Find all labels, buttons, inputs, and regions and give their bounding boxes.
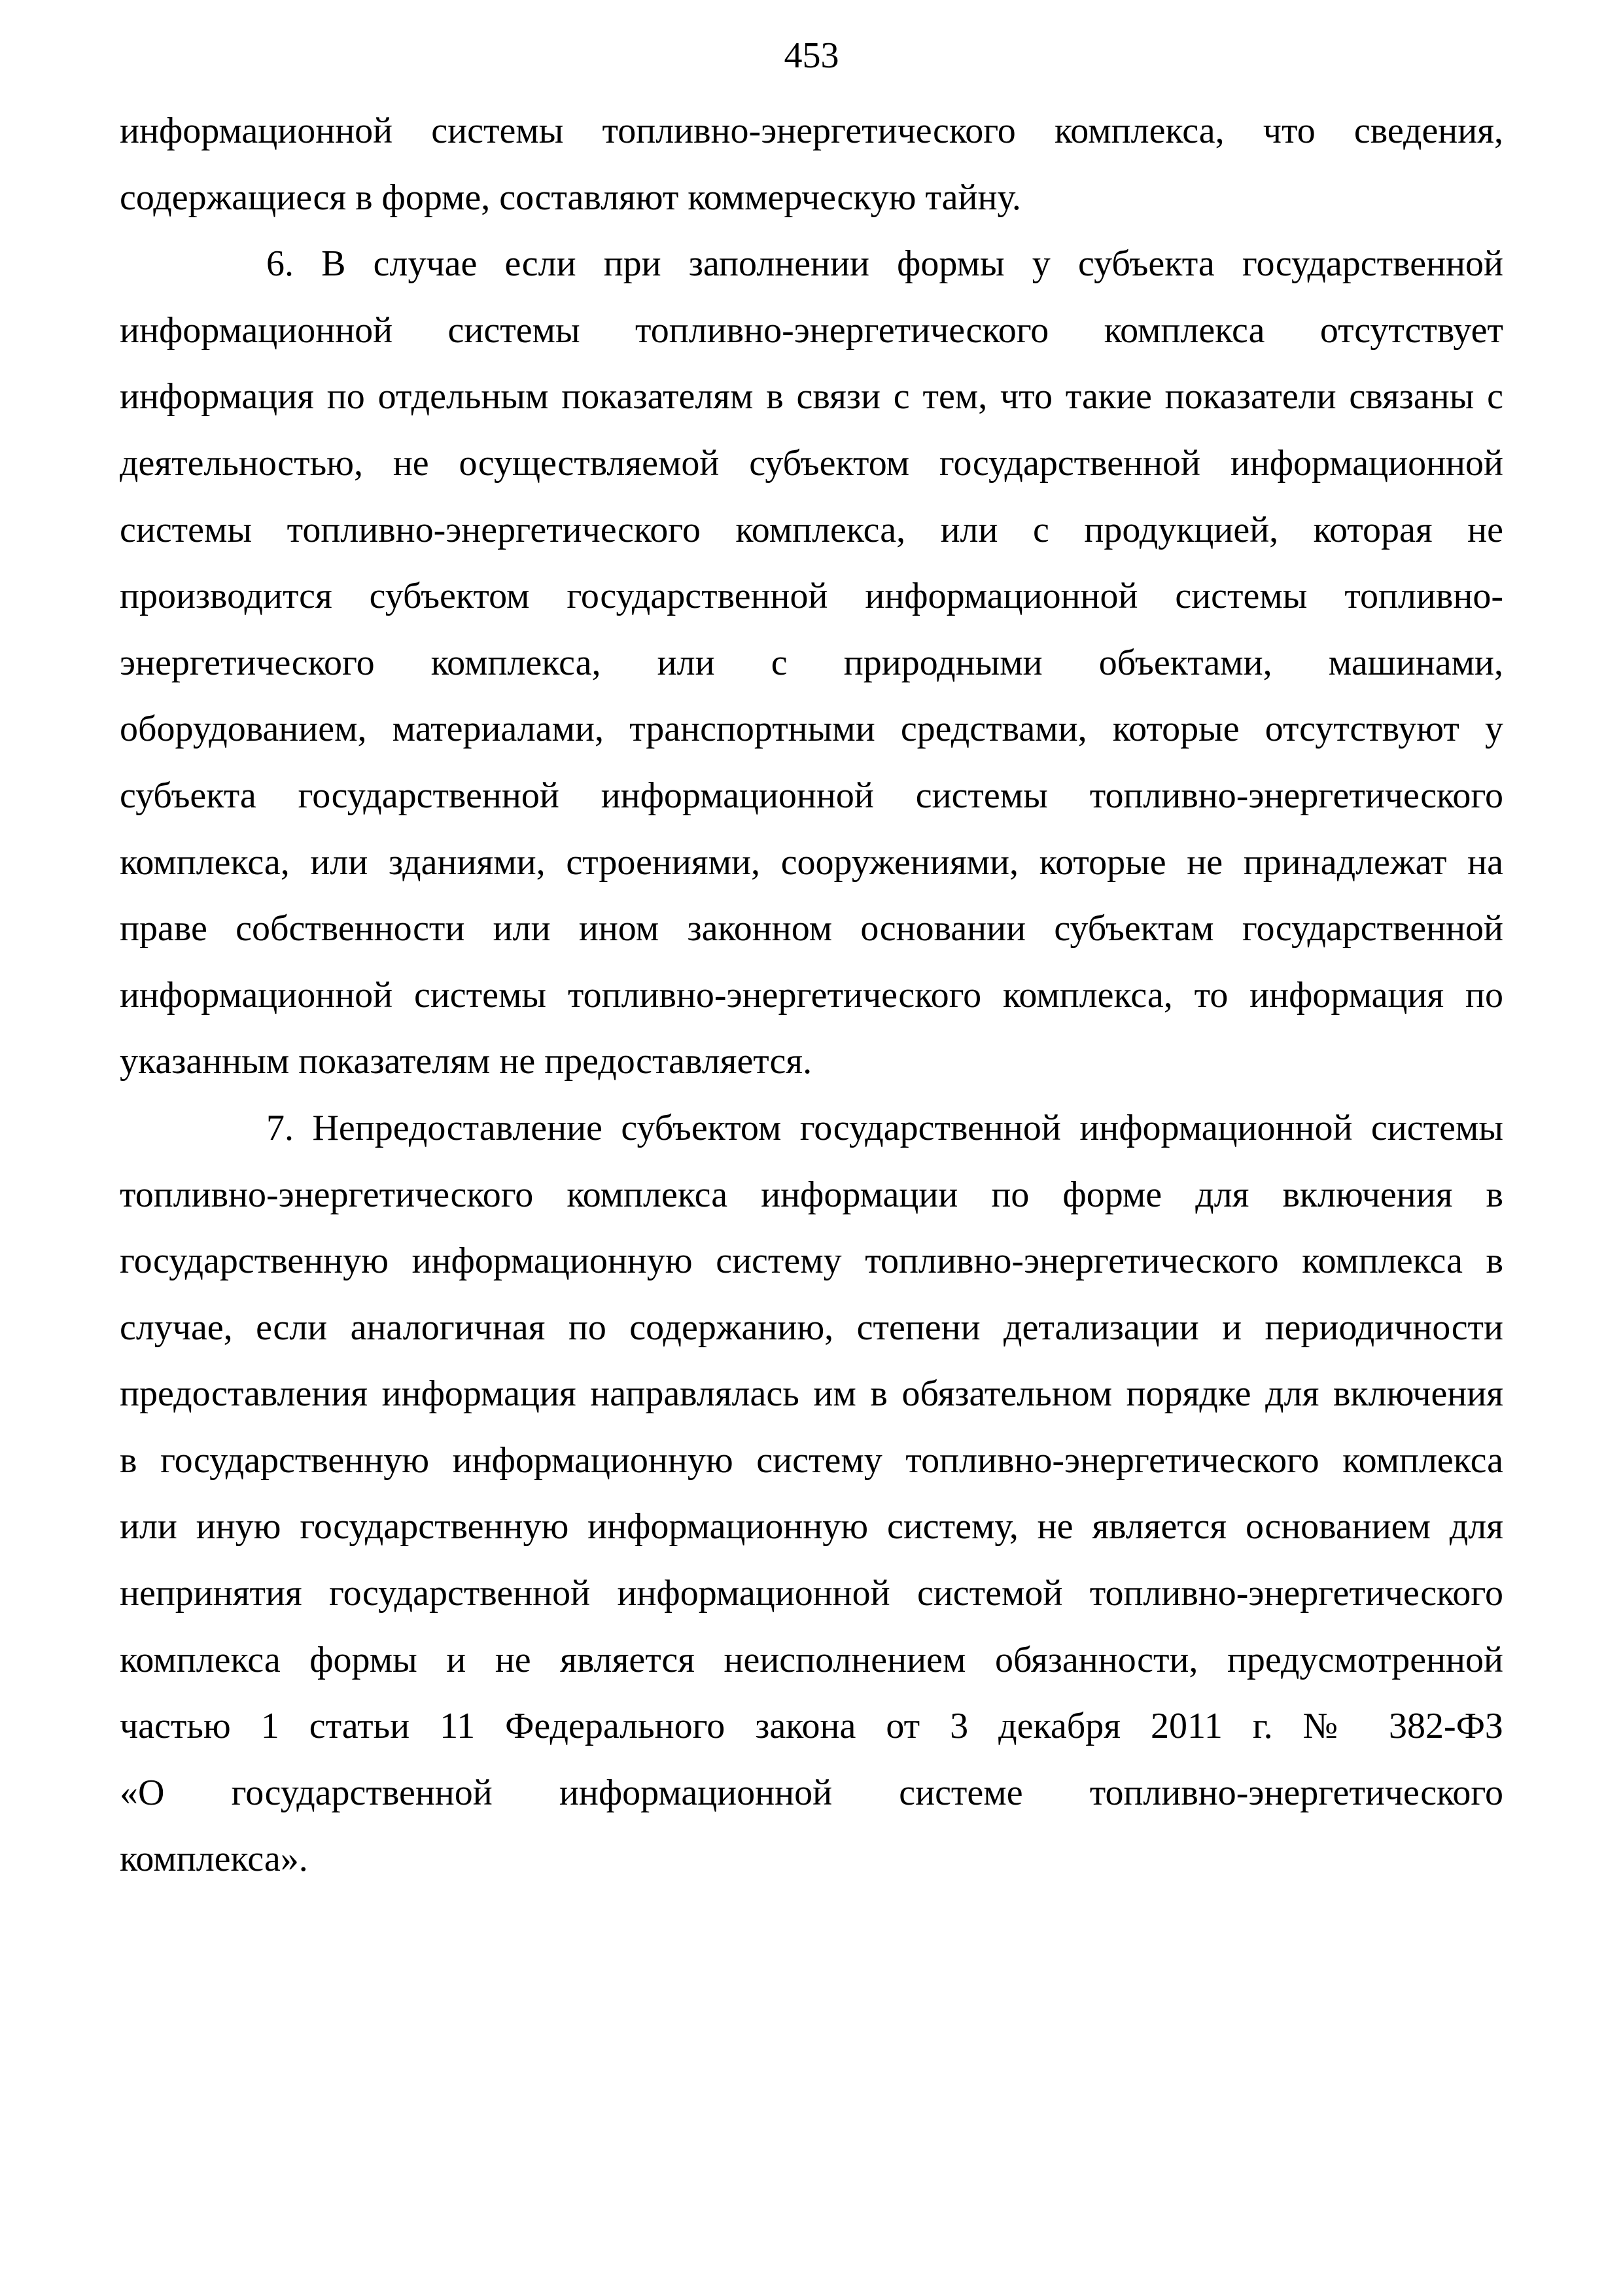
text-line: топливно-энергетического комплекса информации по форме для включения в	[120, 1174, 1503, 1215]
text-line: системы топливно-энергетического комплекса, или с продукцией, которая не	[120, 509, 1503, 550]
text-line: содержащиеся в форме, составляют коммерческую тайну.	[120, 177, 1021, 218]
text-line: 7. Непредоставление субъектом государственной информационной системы	[266, 1107, 1503, 1148]
text-line: информационной системы топливно-энергетического комплекса отсутствует	[120, 309, 1503, 351]
text-line: непринятия государственной информационной системой топливно-энергетического	[120, 1573, 1503, 1614]
text-line: комплекса».	[120, 1839, 308, 1880]
text-line: 6. В случае если при заполнении формы у субъекта государственной	[266, 243, 1503, 285]
text-line: оборудованием, материалами, транспортными средствами, которые отсутствуют у	[120, 709, 1503, 750]
text-line: энергетического комплекса, или с природными объектами, машинами,	[120, 642, 1503, 683]
text-line: в государственную информационную систему топливно-энергетического комплекса	[120, 1439, 1503, 1481]
paragraph	[120, 231, 1503, 1095]
paragraph	[120, 98, 1503, 231]
text-line: указанным показателям не предоставляется.	[120, 1041, 812, 1082]
text-line: информация по отдельным показателям в связи с тем, что такие показатели связаны с	[120, 376, 1503, 417]
text-line: субъекта государственной информационной системы топливно-энергетического	[120, 775, 1503, 816]
text-line: деятельностью, не осуществляемой субъектом государственной информационной	[120, 442, 1503, 484]
document-body	[120, 98, 1503, 1893]
text-line: праве собственности или ином законном основании субъектам государственной	[120, 908, 1503, 949]
text-line: предоставления информация направлялась им в обязательном порядке для включения	[120, 1373, 1503, 1415]
text-line: или иную государственную информационную систему, не является основанием для	[120, 1506, 1503, 1547]
text-line: частью 1 статьи 11 Федерального закона от 3 декабря 2011 г. № 382-ФЗ	[120, 1706, 1503, 1747]
paragraph	[120, 1095, 1503, 1893]
page-number: 453	[784, 35, 839, 76]
text-line: информационной системы топливно-энергетического комплекса, что сведения,	[120, 111, 1503, 151]
text-line: комплекса, или зданиями, строениями, сооружениями, которые не принадлежат на	[120, 841, 1503, 883]
text-line: «О государственной информационной системе топливно-энергетического	[120, 1772, 1503, 1813]
text-line: государственную информационную систему топливно-энергетического комплекса в	[120, 1241, 1503, 1282]
text-line: случае, если аналогичная по содержанию, степени детализации и периодичности	[120, 1307, 1503, 1348]
text-line: производится субъектом государственной информационной системы топливно-	[120, 576, 1503, 617]
text-line: комплекса формы и не является неисполнением обязанности, предусмотренной	[120, 1639, 1503, 1680]
text-line: информационной системы топливно-энергетического комплекса, то информация по	[120, 974, 1503, 1016]
